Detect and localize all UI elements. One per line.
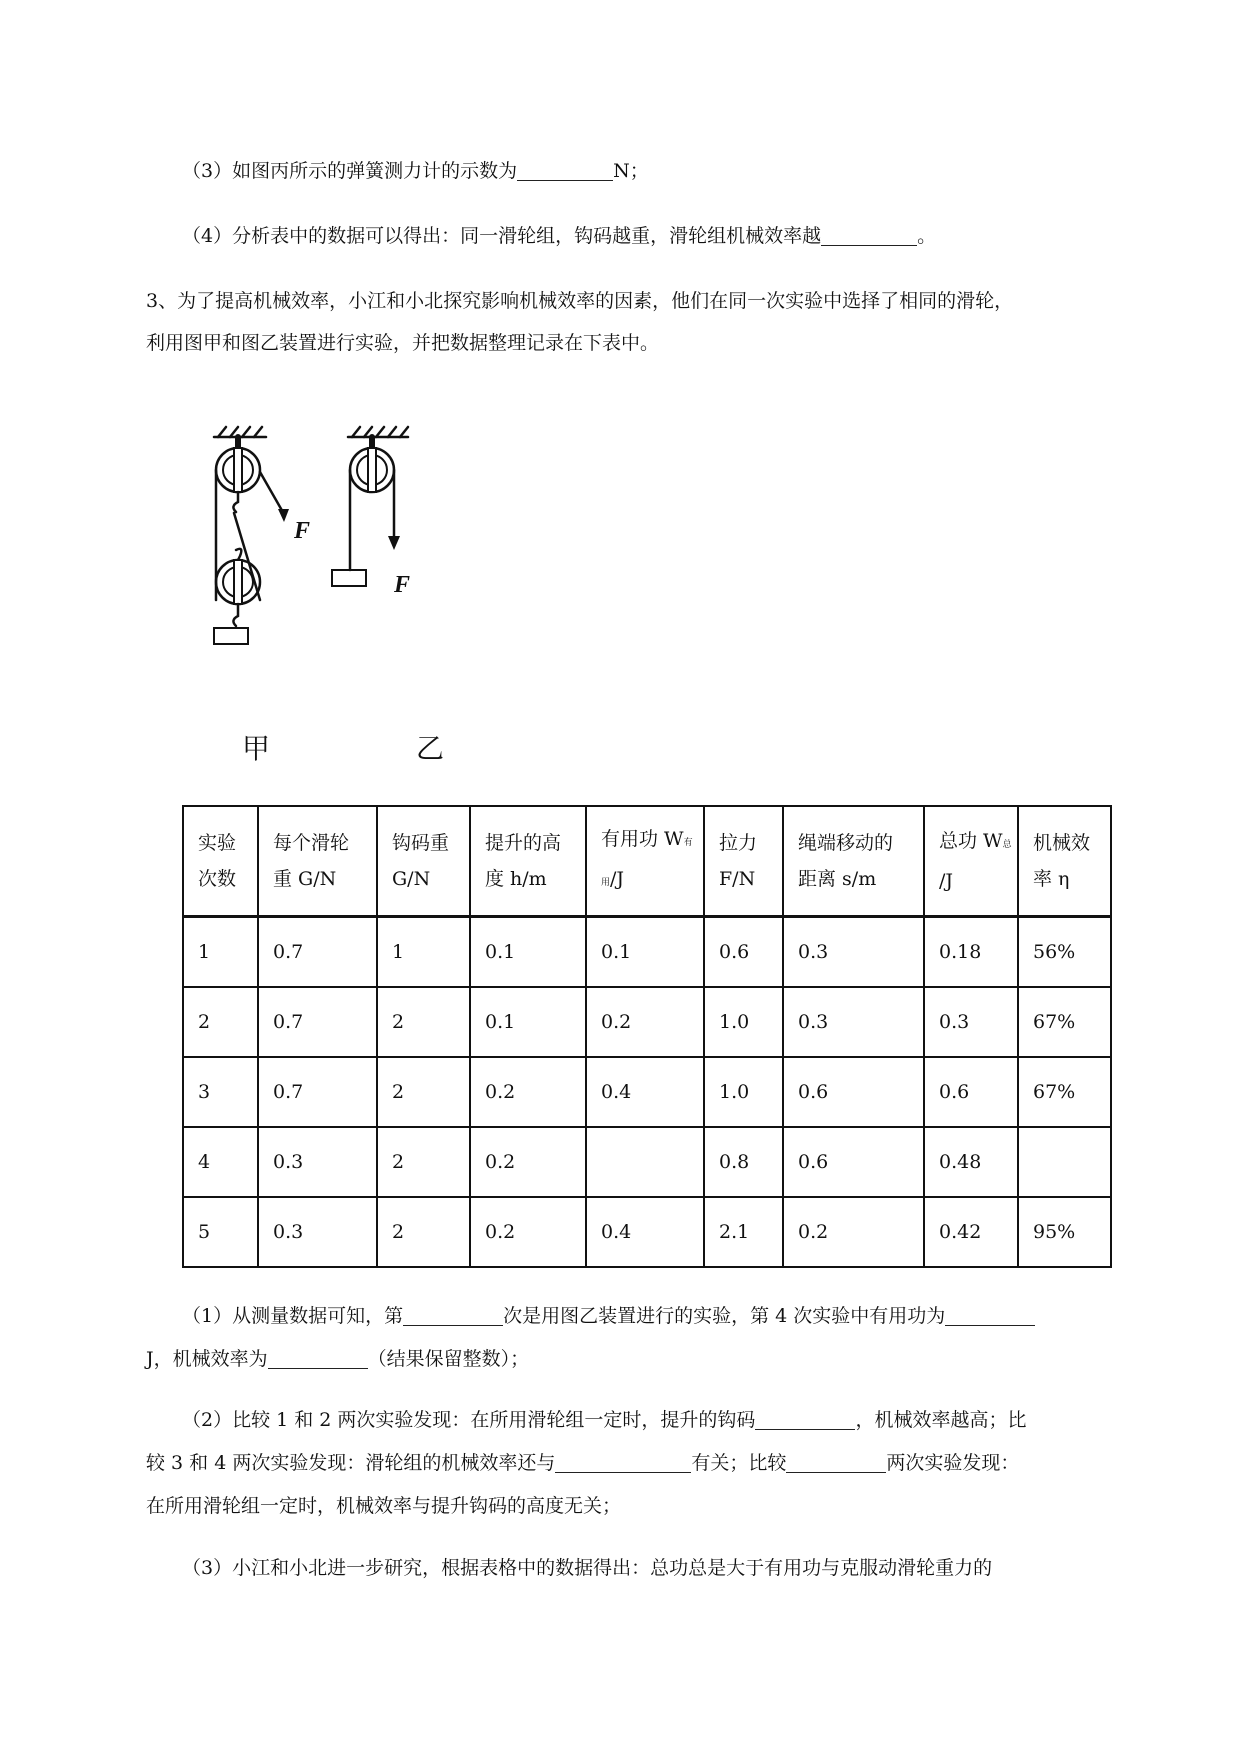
table-cell: 2.1 bbox=[704, 1197, 783, 1267]
answer-blank[interactable] bbox=[517, 160, 613, 181]
table-cell: 0.3 bbox=[258, 1197, 377, 1267]
table-cell: 1 bbox=[377, 917, 470, 988]
answer-blank-trial[interactable] bbox=[403, 1305, 503, 1326]
sub-question-2-line3: 在所用滑轮组一定时，机械效率与提升钩码的高度无关； bbox=[146, 1495, 622, 1517]
figure-label-jia: 甲 bbox=[242, 732, 271, 765]
s1-text-a: （1）从测量数据可知，第 bbox=[182, 1305, 404, 1327]
sub-question-1-line1 bbox=[182, 1303, 1035, 1329]
prev-question-4 bbox=[182, 223, 936, 249]
answer-blank[interactable] bbox=[821, 225, 917, 246]
header-efficiency: 机械效 率 η bbox=[1018, 806, 1111, 917]
table-cell: 5 bbox=[183, 1197, 258, 1267]
fixed-pulley-yi bbox=[332, 437, 400, 586]
table-cell: 2 bbox=[377, 987, 470, 1057]
table-cell: 0.2 bbox=[586, 987, 704, 1057]
s1-text-c: J，机械效率为 bbox=[146, 1348, 268, 1370]
force-label-jia: F bbox=[294, 518, 311, 544]
answer-blank-hook-weight[interactable] bbox=[755, 1409, 855, 1430]
table-cell: 0.7 bbox=[258, 987, 377, 1057]
table-cell: 0.4 bbox=[586, 1057, 704, 1127]
prev-q4-suffix: 。 bbox=[917, 225, 937, 247]
s1-text-d: （结果保留整数）； bbox=[367, 1348, 530, 1370]
sub-question-2-line2 bbox=[146, 1450, 1019, 1476]
answer-blank-useful-work[interactable] bbox=[945, 1305, 1035, 1326]
sub-question-1-line2 bbox=[146, 1346, 529, 1372]
header-useful-work: 有用功 W有 用/J bbox=[586, 806, 704, 917]
table-cell: 1.0 bbox=[704, 987, 783, 1057]
table-cell: 67% bbox=[1018, 987, 1111, 1057]
experiment-table bbox=[182, 805, 1112, 1268]
header-total-work: 总功 W总 /J bbox=[924, 806, 1018, 917]
table-cell-empty[interactable] bbox=[586, 1127, 704, 1197]
prev-q3-suffix: N； bbox=[613, 160, 649, 182]
table-cell: 0.18 bbox=[924, 917, 1018, 988]
table-cell: 67% bbox=[1018, 1057, 1111, 1127]
sub-question-2-line1 bbox=[182, 1407, 1026, 1433]
table-cell: 0.1 bbox=[586, 917, 704, 988]
movable-pulley-jia bbox=[214, 549, 260, 644]
table-row bbox=[183, 1197, 1111, 1267]
table-cell: 0.8 bbox=[704, 1127, 783, 1197]
question-3-intro-line2: 利用图甲和图乙装置进行实验，并把数据整理记录在下表中。 bbox=[146, 332, 660, 354]
prev-q3-prefix: （3）如图丙所示的弹簧测力计的示数为 bbox=[182, 160, 518, 182]
s2-text-e: 两次实验发现： bbox=[886, 1452, 1020, 1474]
table-cell: 3 bbox=[183, 1057, 258, 1127]
s2-text-b: ，机械效率越高；比 bbox=[855, 1409, 1027, 1431]
table-cell: 0.1 bbox=[470, 917, 586, 988]
table-cell: 1 bbox=[183, 917, 258, 988]
force-label-yi: F bbox=[394, 572, 411, 598]
table-row bbox=[183, 987, 1111, 1057]
table-cell: 56% bbox=[1018, 917, 1111, 988]
header-pulley-weight: 每个滑轮 重 G/N bbox=[258, 806, 377, 917]
s2-text-c: 较 3 和 4 两次实验发现：滑轮组的机械效率还与 bbox=[146, 1452, 556, 1474]
table-cell-empty[interactable] bbox=[1018, 1127, 1111, 1197]
s1-text-b: 次是用图乙装置进行的实验，第 4 次实验中有用功为 bbox=[503, 1305, 946, 1327]
table-cell: 0.3 bbox=[924, 987, 1018, 1057]
table-cell: 0.6 bbox=[704, 917, 783, 988]
question-3-intro-line1: 3、为了提高机械效率，小江和小北探究影响机械效率的因素，他们在同一次实验中选择了相同的滑轮， bbox=[146, 290, 1014, 312]
table-cell: 0.2 bbox=[783, 1197, 924, 1267]
prev-question-3 bbox=[182, 158, 649, 184]
table-cell: 0.7 bbox=[258, 1057, 377, 1127]
table-cell: 4 bbox=[183, 1127, 258, 1197]
table-cell: 0.48 bbox=[924, 1127, 1018, 1197]
s2-text-d: 有关；比较 bbox=[691, 1452, 787, 1474]
table-cell: 0.3 bbox=[783, 917, 924, 988]
table-cell: 1.0 bbox=[704, 1057, 783, 1127]
table-cell: 0.42 bbox=[924, 1197, 1018, 1267]
sub-question-3-line1: （3）小江和小北进一步研究，根据表格中的数据得出：总功总是大于有用功与克服动滑轮重力的 bbox=[182, 1557, 993, 1579]
table-cell: 2 bbox=[183, 987, 258, 1057]
table-cell: 0.3 bbox=[783, 987, 924, 1057]
table-cell: 2 bbox=[377, 1057, 470, 1127]
table-row bbox=[183, 1127, 1111, 1197]
header-trial-count: 实验 次数 bbox=[183, 806, 258, 917]
answer-blank-trials[interactable] bbox=[786, 1452, 886, 1473]
fixed-pulley-jia bbox=[216, 437, 260, 512]
header-lift-height: 提升的高 度 h/m bbox=[470, 806, 586, 917]
table-cell: 0.3 bbox=[258, 1127, 377, 1197]
table-cell: 2 bbox=[377, 1127, 470, 1197]
header-rope-distance: 绳端移动的 距离 s/m bbox=[783, 806, 924, 917]
header-pull-force: 拉力 F/N bbox=[704, 806, 783, 917]
ceiling-yi bbox=[348, 427, 408, 437]
table-header-row bbox=[183, 806, 1111, 917]
answer-blank-efficiency[interactable] bbox=[268, 1348, 368, 1369]
table-cell: 0.2 bbox=[470, 1127, 586, 1197]
table-cell: 0.7 bbox=[258, 917, 377, 988]
figure-label-yi: 乙 bbox=[416, 732, 445, 765]
prev-q4-prefix: （4）分析表中的数据可以得出：同一滑轮组，钩码越重，滑轮组机械效率越 bbox=[182, 225, 822, 247]
table-cell: 0.2 bbox=[470, 1197, 586, 1267]
table-cell: 95% bbox=[1018, 1197, 1111, 1267]
table-cell: 0.1 bbox=[470, 987, 586, 1057]
table-cell: 0.6 bbox=[783, 1127, 924, 1197]
s2-text-a: （2）比较 1 和 2 两次实验发现：在所用滑轮组一定时，提升的钩码 bbox=[182, 1409, 756, 1431]
table-cell: 0.6 bbox=[924, 1057, 1018, 1127]
header-hook-weight: 钩码重 G/N bbox=[377, 806, 470, 917]
table-cell: 2 bbox=[377, 1197, 470, 1267]
table-cell: 0.6 bbox=[783, 1057, 924, 1127]
table-cell: 0.2 bbox=[470, 1057, 586, 1127]
answer-blank-factor[interactable] bbox=[555, 1452, 691, 1473]
pulley-diagram bbox=[200, 410, 500, 780]
table-cell: 0.4 bbox=[586, 1197, 704, 1267]
table-row bbox=[183, 917, 1111, 988]
table-row bbox=[183, 1057, 1111, 1127]
